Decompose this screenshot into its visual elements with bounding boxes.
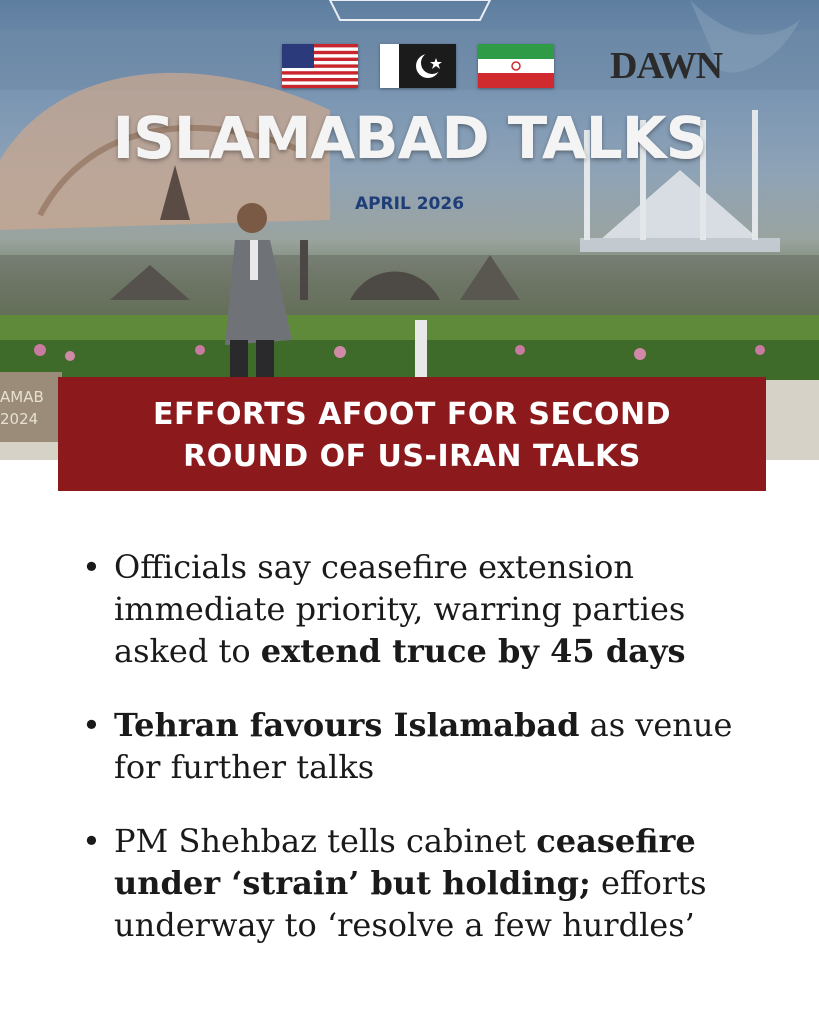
headline-line-1: EFFORTS AFOOT FOR SECOND	[152, 397, 672, 432]
dawn-logo: DAWN	[610, 45, 723, 87]
bullet-item	[82, 704, 782, 788]
plaque-line: AMAB	[0, 388, 44, 406]
bullet-list	[82, 546, 782, 978]
event-date: APRIL 2026	[354, 194, 465, 214]
bullet-highlight: Tehran favours Islamabad	[114, 706, 580, 744]
bullet-text: efforts underway to ‘resolve a few hurdles’	[114, 864, 707, 944]
pakistan-flag-icon	[380, 44, 456, 88]
flags-row	[282, 44, 554, 88]
bullet-highlight: extend truce by 45 days	[260, 632, 686, 670]
bullet-dot-icon: •	[82, 706, 101, 744]
bullet-text: PM Shehbaz tells cabinet	[114, 822, 537, 860]
bullet-dot-icon: •	[82, 548, 101, 586]
plaque-line: 2024	[0, 410, 39, 428]
us-flag-icon	[282, 44, 358, 88]
headline-line-2: ROUND OF US-IRAN TALKS	[183, 439, 641, 474]
event-title: ISLAMABAD TALKS	[112, 104, 707, 172]
bullet-dot-icon: •	[82, 822, 101, 860]
iran-flag-icon	[478, 44, 554, 88]
bullet-item	[82, 546, 782, 672]
bullet-item	[82, 820, 782, 946]
bullet-highlight: ceasefire under ‘strain’ but holding;	[114, 822, 696, 902]
headline-banner	[58, 377, 766, 491]
bullet-text: Officials say ceasefire extension immediate priority, warring parties asked to	[114, 548, 686, 670]
bullet-text: as venue for further talks	[114, 706, 733, 786]
stone-plaque	[0, 372, 62, 442]
